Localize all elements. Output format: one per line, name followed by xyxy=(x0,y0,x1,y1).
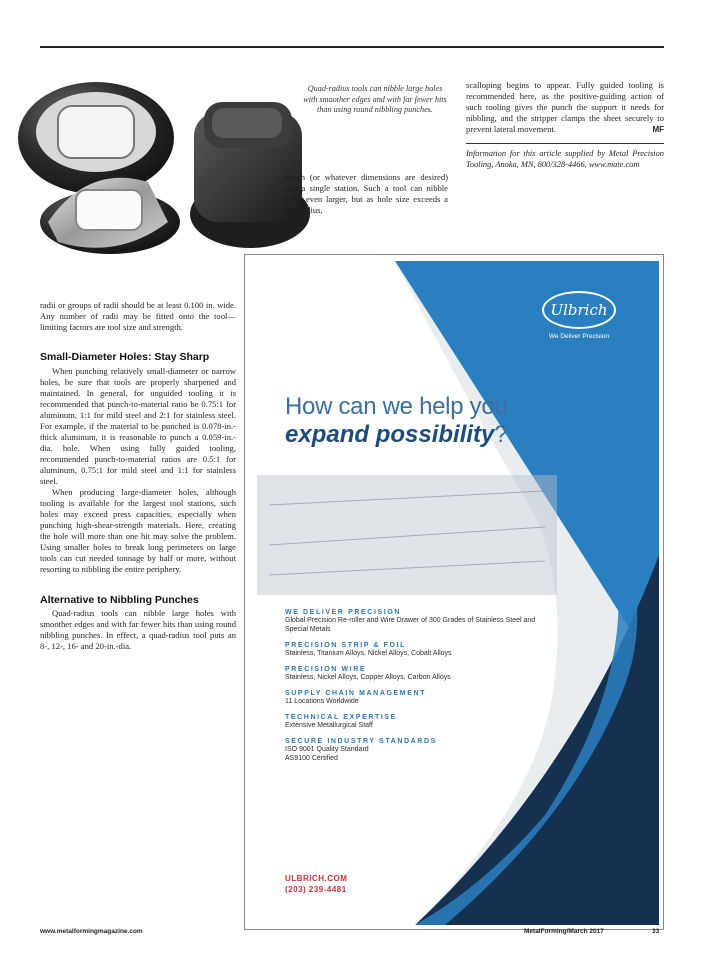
headline-emphasis: expand possibility xyxy=(285,421,495,448)
small-holes-paragraph-1: When punching relatively small-diameter or narrow holes, be sure that tools are properly sharpened and maintained. In general, for unguided tooling it is recommended that punch-to-material ratio be 0.75:1 for aluminum, 1:1 for mild steel and 2:1 for stainless steel. For example, if the material to be punched is 0.078-in.-thick aluminum, it is reasonable to punch a 0.059-in.-dia. hole. When using fully guided tooling, recommended punch-to-material ratios are 0.5:1 for aluminum, 0.75:1 for mild steel and 1:1 for stainless steel. xyxy=(40,365,236,487)
capability-heading: SUPPLY CHAIN MANAGEMENT xyxy=(285,690,427,697)
footer-issue: MetalForming/March 2017 xyxy=(524,928,604,935)
capability-item xyxy=(285,609,545,634)
capability-text: Extensive Metallurgical Staff xyxy=(285,722,373,729)
headline-line-2 xyxy=(285,421,508,449)
capability-heading: WE DELIVER PRECISION xyxy=(285,609,402,616)
info-divider xyxy=(466,143,664,144)
section-heading-nibbling: Alternative to Nibbling Punches xyxy=(40,593,199,606)
right-column xyxy=(466,80,664,170)
capability-heading: PRECISION STRIP & FOIL xyxy=(285,642,407,649)
page-number: 33 xyxy=(652,928,660,935)
capability-text: ISO 9001 Quality Standard AS9100 Certified xyxy=(285,746,369,762)
logo-oval: Ulbrich xyxy=(542,291,616,329)
capability-heading: TECHNICAL EXPERTISE xyxy=(285,714,397,721)
capability-text: 11 Locations Worldwide xyxy=(285,698,359,705)
capabilities-list xyxy=(285,609,545,771)
capability-heading: PRECISION WIRE xyxy=(285,666,367,673)
left-column xyxy=(40,300,236,652)
capability-item xyxy=(285,666,545,682)
capability-item xyxy=(285,642,545,658)
ad-phone: (203) 239-4481 xyxy=(285,885,347,894)
punch-tools-photo xyxy=(18,72,318,264)
ulbrich-logo[interactable] xyxy=(533,291,625,347)
top-rule xyxy=(40,46,664,48)
ulbrich-advertisement[interactable] xyxy=(244,254,664,930)
capability-text: Global Precision Re-roller and Wire Drawer of 300 Grades of Stainless Steel and Special Metals xyxy=(285,617,536,633)
article-info: Information for this article supplied by Metal Precision Tooling, Anoka, MN, 800/328-4466, www.mate.com xyxy=(466,149,664,170)
continued-paragraph: punch (or whatever dimensions are desired) into a single station. Such a tool can nibble holes even larger, but as hole size exceeds a tool radius, xyxy=(284,172,448,215)
capability-text: Stainless, Nickel Alloys, Copper Alloys, Carbon Alloys xyxy=(285,674,451,681)
photo-caption: Quad-radius tools can nibble large holes with smoother edges and with far fewer hits than using round nibbling punches. xyxy=(303,84,447,114)
small-holes-paragraph-2: When producing large-diameter holes, although tooling is available for the largest tool stations, such holes may exceed press capacities, especially when punching high-shear-strength materials. Here, creating the hole will more than one hit may solve the problem. Using smaller holes to break long perimeters on large tools can cut needed tonnage by half or more, without resorting to nibbling the entire periphery. xyxy=(40,487,236,575)
headline-question-mark: ? xyxy=(494,421,508,448)
logo-tagline: We Deliver Precision xyxy=(548,333,610,340)
capability-item xyxy=(285,738,545,763)
nibbling-paragraph-1: Quad-radius tools can nibble large holes with smoother edges and with far fewer hits than using round nibbling punches. In effect, a quad-radius tool puts an 8-, 12-, 16- and 20-in.-dia. xyxy=(40,608,236,652)
ad-contact xyxy=(285,873,347,895)
capability-heading: SECURE INDUSTRY STANDARDS xyxy=(285,738,437,745)
footer-website[interactable]: www.metalformingmagazine.com xyxy=(40,928,143,935)
intro-paragraph: radii or groups of radii should be at least 0.100 in. wide. Any number of radii may be fitted onto the tool—limiting factors are tool size and strength. xyxy=(40,300,236,333)
ad-website-link[interactable]: ULBRICH.COM xyxy=(285,874,348,883)
headline-line-1: How can we help you xyxy=(285,393,508,420)
capability-item xyxy=(285,714,545,730)
ad-background xyxy=(245,255,663,929)
capability-item xyxy=(285,690,545,706)
ad-headline xyxy=(285,393,508,449)
end-mark: MF xyxy=(652,125,664,135)
capability-text: Stainless, Titanium Alloys, Nickel Alloys, Cobalt Alloys xyxy=(285,650,452,657)
right-paragraph: scalloping begins to appear. Fully guided tooling is recommended here, as the positive-guiding action of such tooling gives the punch the support it needs for nibbling, and the stripper clamps the sheet securely to prevent lateral movement. xyxy=(466,80,664,135)
section-heading-small-holes: Small-Diameter Holes: Stay Sharp xyxy=(40,351,210,364)
